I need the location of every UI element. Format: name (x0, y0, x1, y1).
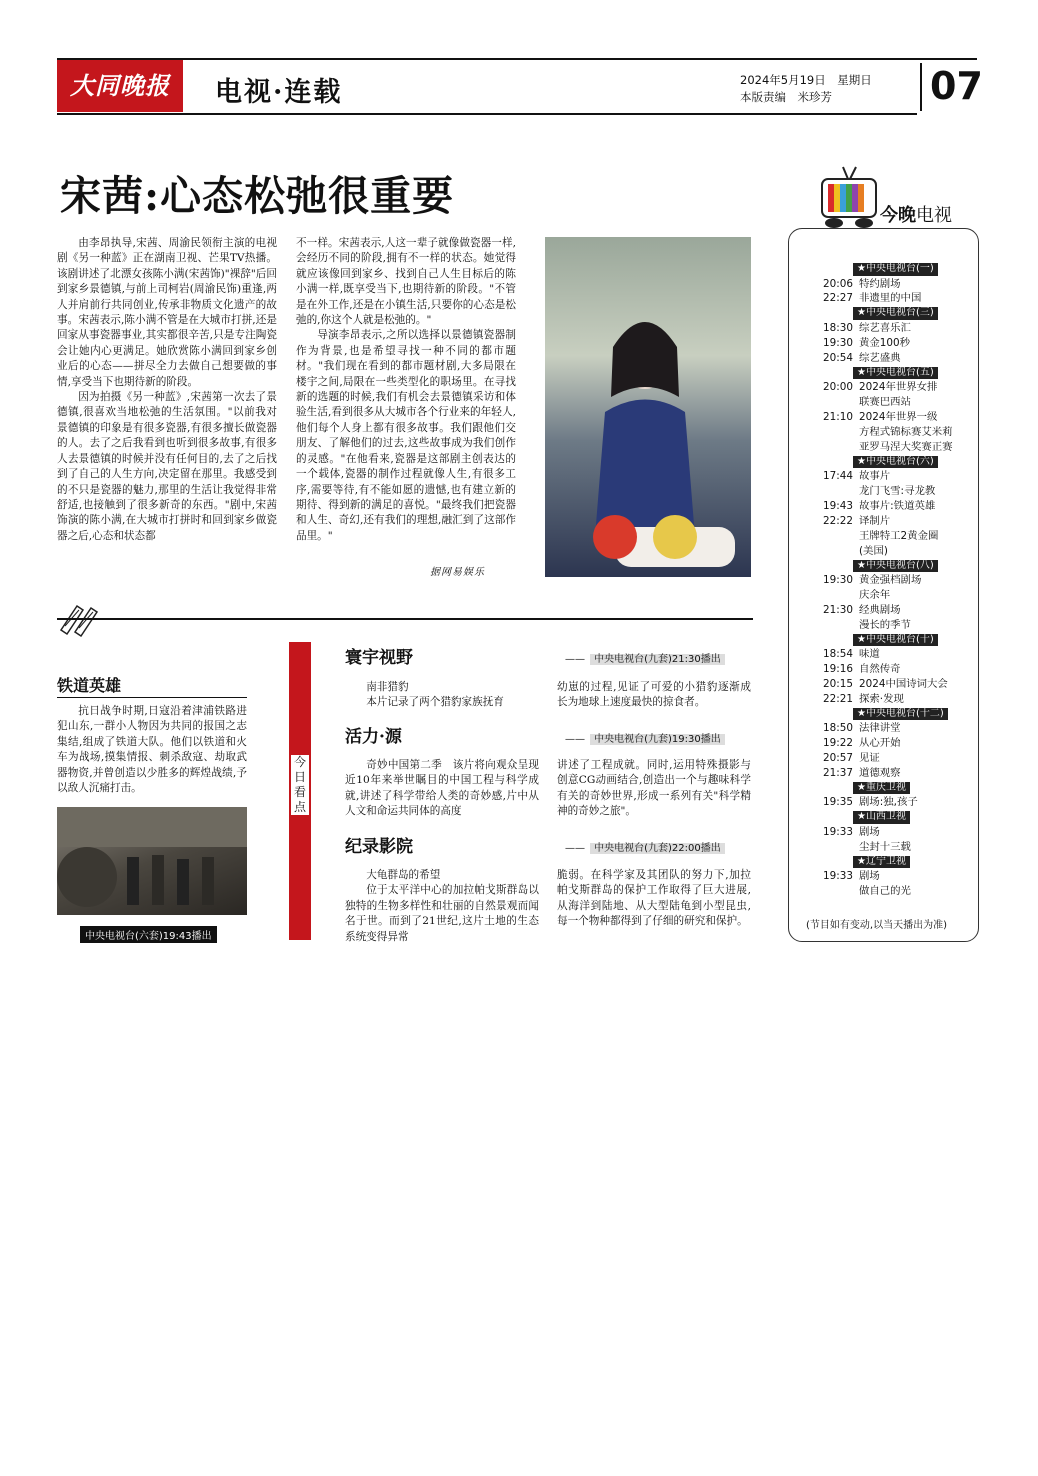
schedule-time: 17:44 (823, 470, 853, 483)
channel-header: ★中央电视台(十) (853, 634, 938, 647)
channel-header: ★辽宁卫视 (853, 856, 910, 869)
schedule-program: 联赛巴西站 (859, 395, 911, 408)
feature-title: 铁道英雄 (57, 676, 122, 695)
schedule-time: 22:21 (823, 692, 853, 705)
program-text-col1 (345, 680, 539, 711)
article-paragraph: 不一样。宋茜表示,人这一辈子就像做瓷器一样,会经历不同的阶段,拥有不一样的状态。她觉得就应该像回到家乡、找到自己人生目标后的陈小满一样,既享受当下,也期待新的阶段。"不管是在外工作,还是在小镇生活,只要你的心态是松弛的,你这个人就是松弛的。" (296, 237, 516, 327)
article-headline: 宋茜:心态松弛很重要 (60, 172, 455, 220)
program-text: 讲述了工程成就。同时,运用特殊摄影与创意CG动画结合,创造出一个与趣味科学有关的奇妙世界,形成一系列有关"科学精神的奇妙之旅"。 (557, 759, 751, 818)
header-info (740, 72, 872, 106)
program-time-line: —— 中央电视台(九套)21:30播出 (565, 647, 725, 666)
section-title: 电视·连载 (215, 77, 343, 108)
schedule-time: 19:30 (823, 574, 853, 586)
feature-text: 抗日战争时期,日寇沿着津浦铁路进犯山东,一群小人物因为共同的报国之志集结,组成了铁道大队。他们以铁道和火车为战场,摸集情报、刺杀敌寇、劫取武器物资,并曾创造以少胜多的辉煌战绩,予以敌人沉痛打击。 (57, 705, 247, 795)
program-text: 奇妙中国第二季 该片将向观众呈现近10年来举世瞩目的中国工程与科学成就,讲述了科学带给人类的奇妙感,片中从人文和命运共同体的高度 (345, 759, 539, 818)
schedule-time: 20:06 (823, 277, 853, 290)
tv-schedule-list (793, 262, 973, 899)
schedule-time: 22:27 (823, 292, 853, 305)
article-paragraph: 因为拍摄《另一种蓝》,宋茜第一次去了景德镇,很喜欢当地松弛的生活氛围。"以前我对景德镇的印象是有很多瓷器,有很多擅长做瓷器的人。去了之后我看到也听到很多故事,有很多人去景德镇的时候并没有任何目的,去了之后找到了自己的人生方向,决定留在那里。我感受到的不只是瓷器的魅力,那里的生活让我觉得非常舒适,也接触到了很多新奇的东西。"剧中,宋茜饰演的陈小满,在大城市打拼时和回到家乡做瓷器之后,心态和状态都 (57, 391, 277, 542)
feature-rule (57, 697, 247, 698)
newspaper-logo: 大同晚报 (57, 60, 183, 112)
schedule-time: 19:33 (823, 825, 853, 838)
tv-schedule-title (880, 201, 952, 227)
top-rule (57, 58, 977, 60)
schedule-program: 自然传奇 (859, 663, 901, 676)
article-paragraph: 由李昂执导,宋茜、周渝民领衔主演的电视剧《另一种蓝》正在湖南卫视、芒果TV热播。该剧讲述了北漂女孩陈小满(宋茜饰)"裸辞"后回到家乡景德镇,与前上司柯岩(周渝民饰)重逢,两人并肩前行共同创业,传承非物质文化遗产的故事。宋茜表示,陈小满不管是在大城市打拼,还是回家从事瓷器事业,其实都很辛苦,只是专注陶瓷会让她内心更满足。她欣赏陈小满回到家乡创业后的心态——拼尽全力去做自己想要做的事情,享受当下也期待新的阶段。 (57, 237, 277, 388)
schedule-time: 18:50 (823, 722, 853, 735)
channel-header: ★中央电视台(六) (853, 456, 938, 469)
schedule-row (793, 647, 973, 662)
film-still (57, 807, 247, 915)
schedule-row (793, 618, 973, 633)
page-editor: 本版责编 米珍芳 (740, 90, 832, 104)
program-title: 活力·源 (345, 727, 402, 747)
schedule-program: 味道 (859, 648, 880, 661)
schedule-row (793, 336, 973, 351)
schedule-row (793, 544, 973, 559)
schedule-time: 20:00 (823, 381, 853, 394)
schedule-program: 见证 (859, 752, 880, 765)
schedule-row (793, 380, 973, 395)
page-number: 07 (930, 64, 983, 108)
schedule-time: 19:30 (823, 336, 853, 349)
article-column-2 (296, 236, 516, 544)
schedule-program: 经典剧场 (859, 603, 901, 616)
schedule-time (793, 544, 859, 559)
schedule-row (793, 884, 973, 899)
schedule-row (793, 662, 973, 677)
schedule-time: 19:22 (823, 737, 853, 750)
actress-photo (545, 237, 751, 577)
schedule-row (793, 603, 973, 618)
schedule-row (793, 677, 973, 692)
tv-title-rest: 电视 (916, 205, 952, 226)
article-byline: 据网易娱乐 (430, 567, 485, 578)
schedule-program: 剧场 (859, 870, 880, 883)
schedule-program: 综艺喜乐汇 (859, 321, 911, 334)
schedule-time: 18:54 (823, 648, 853, 661)
schedule-row (793, 766, 973, 781)
program-time: 中央电视台(九套)19:30播出 (590, 734, 725, 745)
program-text-col2 (557, 758, 751, 820)
schedule-note: (节目如有变动,以当天播出为准) (806, 920, 947, 931)
schedule-time: 19:43 (823, 499, 853, 512)
channel-header: ★山西卫视 (853, 811, 910, 824)
schedule-row (793, 840, 973, 855)
schedule-time: 20:57 (823, 752, 853, 765)
program-text-col1 (345, 868, 539, 945)
schedule-row (793, 825, 973, 840)
article-column-1 (57, 236, 277, 544)
schedule-program: 方程式锦标赛艾米莉 (859, 425, 953, 438)
schedule-time (793, 484, 859, 499)
schedule-time: 19:33 (823, 870, 853, 883)
program-time-line: —— 中央电视台(九套)19:30播出 (565, 727, 725, 746)
actress-photo-illustration (545, 237, 751, 577)
channel-header: ★中央电视台(三) (853, 307, 938, 320)
schedule-program: 庆余年 (859, 588, 891, 601)
schedule-program: 从心开始 (859, 737, 901, 750)
program-time: 中央电视台(九套)21:30播出 (590, 654, 725, 665)
program-text-col2 (557, 680, 751, 711)
schedule-row (793, 795, 973, 810)
schedule-time: 20:54 (823, 351, 853, 364)
schedule-row (793, 291, 973, 306)
header-rule (57, 113, 917, 115)
schedule-row (793, 321, 973, 336)
schedule-time (793, 529, 859, 544)
schedule-time: 21:37 (823, 766, 853, 779)
channel-header: ★重庆卫视 (853, 782, 910, 795)
schedule-row (793, 573, 973, 588)
program-text: 幼崽的过程,见证了可爱的小猎豹逐渐成长为地球上速度最快的掠食者。 (557, 681, 751, 709)
program-subtitle: 南非猎豹 (366, 681, 409, 693)
schedule-time: 18:30 (823, 321, 853, 334)
schedule-program: 法律讲堂 (859, 722, 901, 735)
program-title: 寰宇视野 (345, 648, 413, 668)
section-divider (57, 618, 753, 620)
schedule-program: 故事片 (859, 470, 891, 483)
schedule-row (793, 588, 973, 603)
program-text: 本片记录了两个猎豹家族抚育 (366, 696, 504, 709)
schedule-program: (美国) (859, 544, 888, 557)
schedule-program: 故事片:铁道英雄 (859, 499, 936, 512)
schedule-program: 龙门飞雪:寻龙教 (859, 484, 936, 497)
schedule-time: 19:35 (823, 796, 853, 809)
tv-icon (818, 165, 880, 231)
program-title: 纪录影院 (345, 837, 413, 857)
program-time-line: —— 中央电视台(九套)22:00播出 (565, 836, 725, 855)
schedule-program: 综艺盛典 (859, 351, 901, 364)
schedule-program: 探索·发现 (859, 692, 904, 705)
schedule-time: 20:15 (823, 677, 853, 690)
tv-title-bold: 今晚 (880, 205, 916, 226)
schedule-program: 2024年世界一级 (859, 410, 938, 423)
schedule-program: 尘封十三载 (859, 840, 911, 853)
schedule-row (793, 736, 973, 751)
schedule-time (793, 884, 859, 899)
schedule-program: 2024中国诗词大会 (859, 677, 948, 690)
issue-date: 2024年5月19日 星期日 (740, 73, 872, 87)
schedule-row (793, 469, 973, 484)
schedule-time (793, 440, 859, 455)
schedule-time: 21:10 (823, 410, 853, 423)
schedule-time: 19:16 (823, 663, 853, 676)
schedule-row (793, 751, 973, 766)
schedule-program: 剧场:独,孩子 (859, 796, 918, 809)
schedule-row (793, 529, 973, 544)
schedule-row (793, 425, 973, 440)
channel-header: ★中央电视台(五) (853, 367, 938, 380)
schedule-program: 译制片 (859, 514, 891, 527)
program-text: 位于太平洋中心的加拉帕戈斯群岛以独特的生物多样性和壮丽的自然景观而闻名于世。而到了21世纪,这片土地的生态系统变得异常 (345, 884, 539, 943)
schedule-row (793, 395, 973, 410)
program-time: 中央电视台(九套)22:00播出 (590, 843, 725, 854)
today-highlights-label: 今日看点 (291, 755, 309, 815)
schedule-row (793, 440, 973, 455)
schedule-program: 黄金100秒 (859, 336, 911, 349)
schedule-time (793, 840, 859, 855)
schedule-program: 道德观察 (859, 766, 901, 779)
header-divider (920, 63, 922, 111)
channel-header: ★中央电视台(八) (853, 560, 938, 573)
program-text: 脆弱。在科学家及其团队的努力下,加拉帕戈斯群岛的保护工作取得了巨大进展,从海洋到陆地、从大型陆龟到小型昆虫,每一个物种都得到了仔细的研究和保护。 (557, 869, 751, 928)
schedule-row (793, 499, 973, 514)
schedule-row (793, 721, 973, 736)
channel-header: ★中央电视台(一) (853, 263, 938, 276)
schedule-program: 王牌特工2黄金圈 (859, 529, 939, 542)
program-subtitle: 大龟群岛的希望 (366, 869, 441, 881)
film-still-illustration (57, 807, 247, 915)
film-still-caption: 中央电视台(六套)19:43播出 (80, 926, 217, 943)
schedule-row (793, 869, 973, 884)
schedule-row (793, 514, 973, 529)
schedule-row (793, 410, 973, 425)
feature-text-column (57, 704, 247, 796)
program-text-col2 (557, 868, 751, 930)
schedule-program: 亚罗马涅大奖赛正赛 (859, 440, 953, 453)
schedule-program: 2024年世界女排 (859, 381, 938, 394)
schedule-program: 黄金强档剧场 (859, 574, 922, 586)
schedule-row (793, 484, 973, 499)
schedule-program: 漫长的季节 (859, 618, 911, 631)
schedule-time (793, 425, 859, 440)
schedule-row (793, 351, 973, 366)
schedule-program: 做自己的光 (859, 885, 911, 897)
schedule-row (793, 277, 973, 292)
schedule-time: 22:22 (823, 514, 853, 527)
schedule-time (793, 588, 859, 603)
schedule-time (793, 618, 859, 633)
article-paragraph: 导演李昂表示,之所以选择以景德镇瓷器制作为背景,也是希望寻找一种不同的都市题材。"我们现在看到的都市题材剧,大多局限在楼宇之间,局限在一些类型化的职场里。在寻找新的选题的时候,我们有机会去景德镇采访和体验生活,看到很多从大城市各个行业来的年轻人,他们每个人身上都有很多故事。我们跟他们交朋友、了解他们的过去,这些故事成为我们创作的灵感。"在他看来,瓷器是这部剧主创表达的一个载体,瓷器的制作过程就像人生,有很多工序,需要等待,有不能如愿的遗憾,也有建立新的期待、得到新的满足的喜悦。"最终我们把瓷器和人生、奇幻,还有我们的理想,融汇到了这部作品里。" (296, 329, 516, 542)
schedule-program: 特约剧场 (859, 277, 901, 290)
schedule-time (793, 395, 859, 410)
program-text-col1 (345, 758, 539, 820)
schedule-program: 非遗里的中国 (859, 292, 922, 305)
schedule-program: 剧场 (859, 825, 880, 838)
film-reel-icon (57, 600, 105, 640)
schedule-time: 21:30 (823, 603, 853, 616)
schedule-row (793, 692, 973, 707)
channel-header: ★中央电视台(十二) (853, 708, 948, 721)
